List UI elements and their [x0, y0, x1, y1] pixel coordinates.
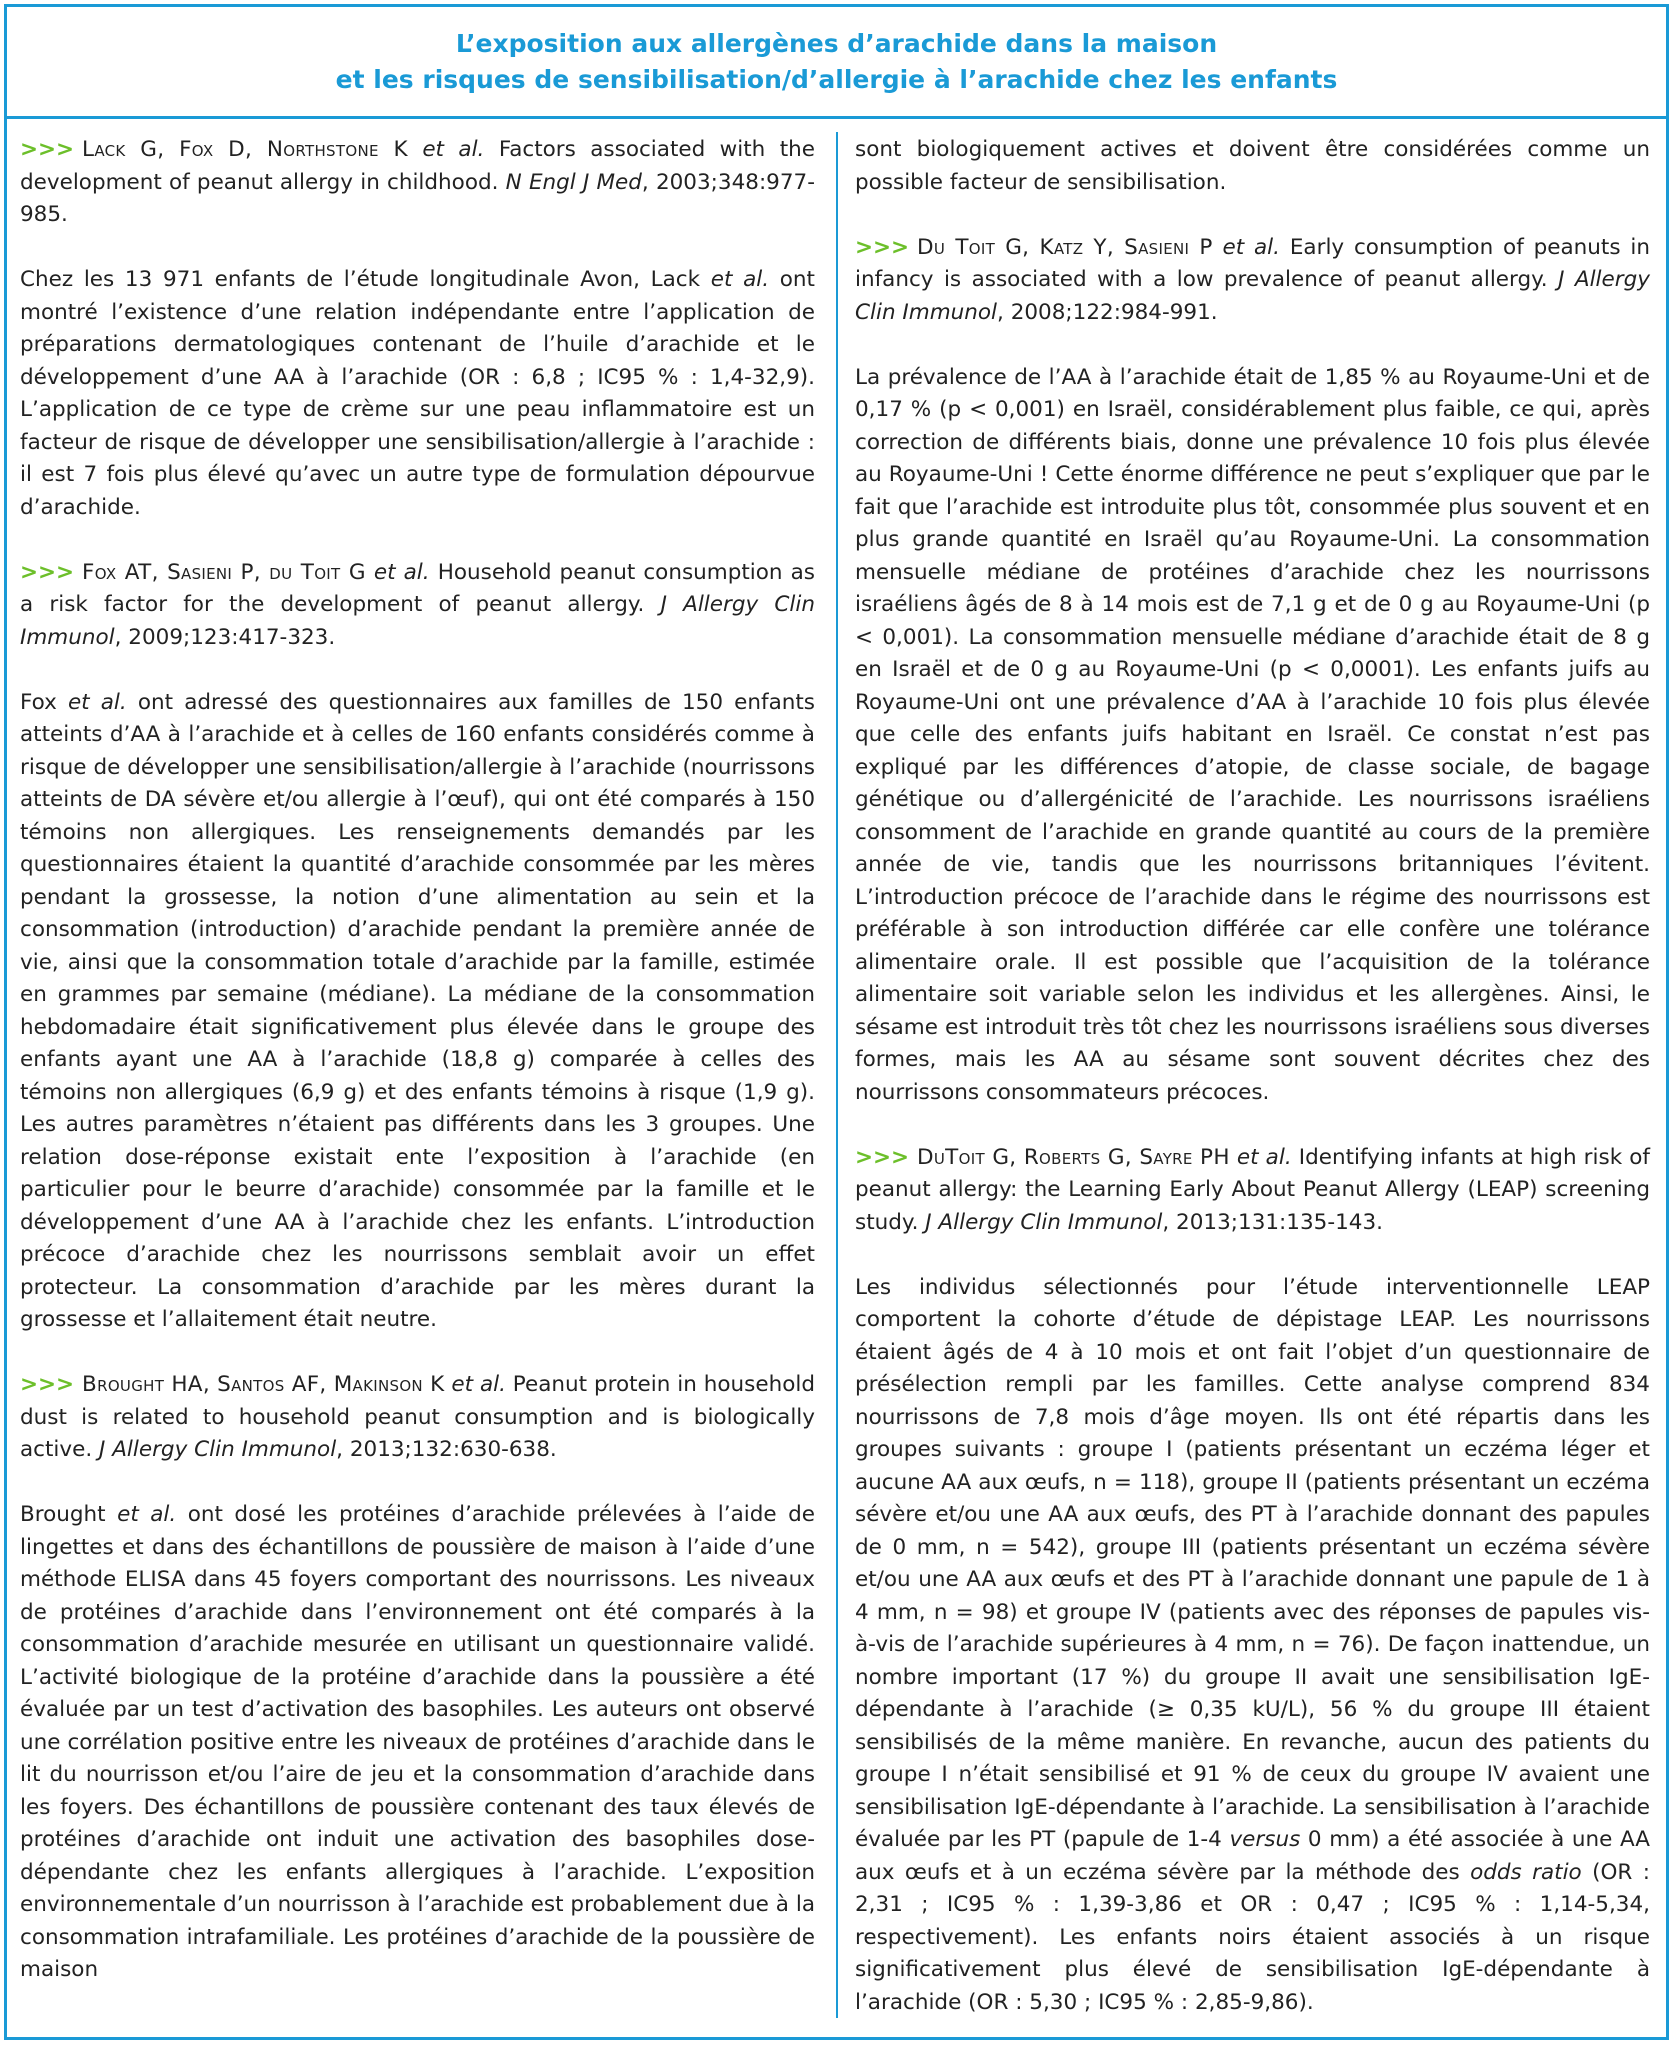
ref-authors: DuToit G, Roberts G, Sayre PH [917, 1144, 1230, 1170]
summary-versus: versus [1229, 1827, 1301, 1852]
column-divider [836, 132, 838, 2018]
ref-etal: et al. [451, 1372, 506, 1397]
ref-title: Factors associated with the development of peanut allergy in childhood. [20, 137, 815, 195]
reference-fox [20, 557, 815, 655]
ref-journal: J Allergy Clin Immunol [855, 267, 1650, 325]
summary-fox [20, 687, 815, 1337]
reference-marker-icon: >>> [20, 137, 75, 162]
ref-journal: J Allergy Clin Immunol [20, 592, 816, 650]
ref-journal: J Allergy Clin Immunol [925, 1209, 1163, 1235]
ref-authors: Du Toit G, Katz Y, Sasieni P [917, 234, 1213, 260]
summary-text: (OR : 2,31 ; IC95 % : 1,39-3,86 et OR : 0,47 ; IC95 % : 1,14-5,34, respectivement). Les enfants noirs étaient associés à un risque significativement plus élevé de sensibilisation IgE-dépendante à l’arachide (OR : 5,30 ; IC95 % : 2,85-9,86). [855, 1859, 1650, 2015]
summary-odds-ratio: odds ratio [1470, 1859, 1582, 1885]
ref-details: , 2013;132:630-638. [336, 1437, 557, 1462]
ref-details: , 2003;348:977-985. [20, 169, 815, 227]
ref-title: Household peanut consumption as a risk factor for the development of peanut allergy. [20, 559, 815, 617]
ref-details: , 2013;131:135-143. [1162, 1209, 1383, 1235]
reference-lack [20, 134, 815, 232]
reference-marker-icon: >>> [20, 1372, 75, 1397]
summary-brought [20, 1499, 815, 1987]
ref-etal: et al. [422, 137, 485, 162]
summary-lack [20, 264, 815, 524]
page-header [7, 7, 1666, 119]
reference-du-toit [855, 232, 1650, 330]
header-title-line-2: et les risques de sensibilisation/d’allergie à l’arachide chez les enfants [335, 64, 1338, 94]
ref-journal: N Engl J Med [505, 169, 642, 195]
summary-text: Fox [20, 689, 68, 715]
ref-etal: et al. [1236, 1144, 1292, 1170]
left-column [20, 134, 815, 2019]
right-column [855, 134, 1650, 2052]
ref-authors: Fox AT, Sasieni P, du Toit G [82, 559, 366, 585]
reference-dutoit-leap [855, 1142, 1650, 1240]
summary-text: Brought [20, 1502, 118, 1527]
ref-title: Early consumption of peanuts in infancy is associated with a low prevalence of peanut allergy. [855, 234, 1650, 292]
summary-etal: et al. [710, 267, 770, 292]
ref-title: Identifying infants at high risk of peanut allergy: the Learning Early About Peanut Allergy (LEAP) screening study. [855, 1144, 1650, 1235]
ref-title: Peanut protein in household dust is related to household peanut consumption and is biologically active. [20, 1372, 815, 1462]
reference-marker-icon: >>> [855, 1144, 910, 1170]
ref-authors: Brought HA, Santos AF, Makinson K [82, 1372, 445, 1397]
ref-etal: et al. [373, 559, 430, 585]
summary-text: ont montré l’existence d’une relation indépendante entre l’application de préparations dermatologiques contenant de l’huile d’arachide et le développement d’une AA à l’arachide (OR : 6,8 ; IC95 % : 1,4-32,9). L’application de ce type de crème sur une peau inflammatoire est un facteur de risque de développer une sensibilisation/allergie à l’arachide : il est 7 fois plus élevé qu’avec un autre type de formulation dépourvue d’arachide. [20, 267, 815, 520]
header-title-line-1: L’exposition aux allergènes d’arachide dans la maison [455, 28, 1218, 58]
summary-text: Chez les 13 971 enfants de l’étude longitudinale Avon, Lack [20, 267, 711, 292]
summary-text: Les individus sélectionnés pour l’étude interventionnelle LEAP comportent la cohorte d’étude de dépistage LEAP. Les nourrissons étaient âgés de 4 à 10 mois et ont fait l’objet d’un questionnaire de présélection rempli par les familles. Cette analyse comprend 834 nourrissons de 7,8 mois d’âge moyen. Ils ont été répartis dans les groupes suivants : groupe I (patients présentant un eczéma léger et aucune AA aux œufs, n = 118), groupe II (patients présentant un eczéma sévère et/ou une AA aux œufs, des PT à l’arachide donnant des papules de 0 mm, n = 542), groupe III (patients présentant un eczéma sévère et/ou une AA aux œufs et des PT à l’arachide donnant une papule de 1 à 4 mm, n = 98) et groupe IV (patients avec des réponses de papules vis-à-vis de l’arachide supérieures à 4 mm, n = 76). De façon inattendue, un nombre important (17 %) du groupe II avait une sensibilisation IgE-dépendante à l’arachide (≥ 0,35 kU/L), 56 % du groupe III étaient sensibilisés de la même manière. En revanche, aucun des patients du groupe I n’était sensibilisé et 91 % de ceux du groupe IV avaient une sensibilisation IgE-dépendante à l’arachide. La sensibilisation à l’arachide évaluée par les PT (papule de 1-4 [855, 1274, 1650, 1852]
ref-details: , 2008;122:984-991. [997, 299, 1218, 325]
reference-marker-icon: >>> [855, 234, 910, 260]
ref-journal: J Allergy Clin Immunol [99, 1437, 337, 1462]
summary-text: ont dosé les protéines d’arachide prélevées à l’aide de lingettes et dans des échantillons de poussière de maison à l’aide d’une méthode ELISA dans 45 foyers comportant des nourrissons. Les niveaux de protéines d’arachide dans l’environnement ont été comparés à la consommation d’arachide mesurée en utilisant un questionnaire validé. L’activité biologique de la protéine d’arachide dans la poussière a été évaluée par un test d’activation des basophiles. Les auteurs ont observé une corrélation positive entre les niveaux de protéines d’arachide dans le lit du nourrisson et/ou l’aire de jeu et la consommation d’arachide dans les foyers. Des échantillons de poussière contenant des taux élevés de protéines d’arachide ont induit une activation des basophiles dose-dépendante chez les enfants allergiques à l’arachide. L’exposition environnementale d’un nourrisson à l’arachide est probablement due à la consommation intrafamiliale. Les protéines d’arachide de la poussière de maison [20, 1502, 815, 1982]
summary-etal: et al. [67, 689, 127, 715]
summary-etal: et al. [117, 1502, 177, 1527]
summary-leap [855, 1272, 1650, 2020]
reference-marker-icon: >>> [20, 559, 75, 585]
ref-authors: Lack G, Fox D, Northstone K [82, 137, 408, 162]
summary-text: ont adressé des questionnaires aux familles de 150 enfants atteints d’AA à l’arachide et à celles de 160 enfants considérés comme à risque de développer une sensibilisation/allergie à l’arachide (nourrissons atteints de DA sévère et/ou allergie à l’œuf), qui ont été comparés à 150 témoins non allergiques. Les renseignements demandés par les questionnaires étaient la quantité d’arachide consommée par les mères pendant la grossesse, la notion d’une alimentation au sein et la consommation (introduction) d’arachide pendant la première année de vie, ainsi que la consommation totale d’arachide par la famille, estimée en grammes par semaine (médiane). La médiane de la consommation hebdomadaire était significativement plus élevée dans le groupe des enfants ayant une AA à l’arachide (18,8 g) comparée à celles des témoins non allergiques (6,9 g) et des enfants témoins à risque (1,9 g). Les autres paramètres n’étaient pas différents dans les 3 groupes. Une relation dose-réponse existait ente l’exposition à l’arachide (en particulier pour le beurre d’arachide) consommée par la famille et le développement d’une AA à l’arachide chez les enfants. L’introduction précoce d’arachide chez les nourrissons semblait avoir un effet protecteur. La consommation d’arachide par les mères durant la grossesse et l’allaitement était neutre. [20, 689, 815, 1332]
ref-etal: et al. [1222, 234, 1280, 260]
ref-details: , 2009;123:417-323. [114, 624, 336, 650]
summary-text: 0 mm) a été associée à une AA aux œufs et à un eczéma sévère par la méthode des [855, 1827, 1651, 1885]
summary-du-toit: La prévalence de l’AA à l’arachide était de 1,85 % au Royaume-Uni et de 0,17 % (p < 0,001) en Israël, considérablement plus faible, ce qui, après correction de différents biais, donne une prévalence 10 fois plus élevée au Royaume-Uni ! Cette énorme différence ne peut s’expliquer que par le fait que l’arachide est introduite plus tôt, consommée plus souvent et en plus grande quantité en Israël qu’au Royaume-Uni. La consommation mensuelle médiane de protéines d’arachide chez les nourrissons israéliens âgés de 8 à 14 mois est de 7,1 g et de 0 g au Royaume-Uni (p < 0,001). La consommation mensuelle médiane d’arachide était de 8 g en Israël et de 0 g au Royaume-Uni (p < 0,0001). Les enfants juifs au Royaume-Uni ont une prévalence d’AA à l’arachide 10 fois plus élevée que celle des enfants juifs habitant en Israël. Ce constat n’est pas expliqué par les différences d’atopie, de classe sociale, de bagage génétique ou d’allergénicité de l’arachide. Les nourrissons israéliens consomment de l’arachide en grande quantité au cours de la première année de vie, tandis que les nourrissons britanniques l’évitent. L’introduction précoce de l’arachide dans le régime des nourrissons est préférable à son introduction différée car elle confère une tolérance alimentaire orale. Il est possible que l’acquisition de la tolérance alimentaire soit variable selon les individus et les allergènes. Ainsi, le sésame est introduit très tôt chez les nourrissons israéliens sous diverses formes, mais les AA au sésame sont souvent décrites chez des nourrissons consommateurs précoces. [855, 364, 1650, 1105]
summary-brought-continued: sont biologiquement actives et doivent être considérées comme un possible facteur de sensibilisation. [855, 137, 1650, 195]
reference-brought [20, 1369, 815, 1467]
